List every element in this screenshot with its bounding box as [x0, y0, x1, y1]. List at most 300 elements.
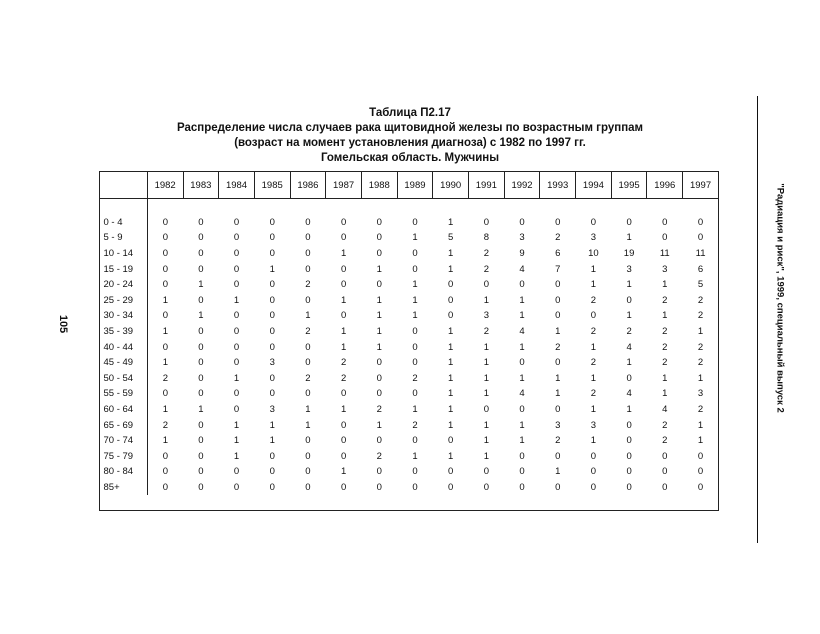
case-count-cell: 0 [198, 466, 204, 478]
case-count-cell: 8 [483, 232, 489, 244]
case-count-cell: 1 [448, 248, 454, 260]
table-row [100, 480, 719, 496]
case-count-cell: 2 [662, 419, 668, 431]
case-count-cell: 1 [233, 294, 240, 306]
case-count-cell: 1 [340, 326, 347, 338]
case-count-cell: 0 [626, 466, 632, 478]
case-count-cell: 0 [233, 232, 240, 244]
case-count-cell: 0 [162, 279, 169, 291]
case-count-cell: 0 [519, 279, 525, 291]
case-count-cell: 0 [269, 294, 275, 306]
case-count-cell: 3 [269, 404, 275, 416]
case-count-cell: 2 [590, 357, 597, 369]
year-header: 1996 [647, 172, 683, 199]
year-header: 1989 [397, 172, 433, 199]
case-count-cell: 0 [555, 450, 561, 462]
case-count-cell: 0 [697, 450, 704, 462]
case-count-cell: 1 [662, 372, 668, 384]
case-count-cell: 1 [340, 404, 347, 416]
case-count-cell: 0 [519, 357, 525, 369]
case-count-cell: 0 [626, 481, 632, 493]
case-count-cell: 0 [340, 263, 347, 275]
case-count-cell: 1 [519, 310, 525, 322]
case-count-cell: 0 [340, 450, 347, 462]
case-count-cell: 2 [662, 326, 668, 338]
case-count-cell: 1 [198, 279, 204, 291]
case-count-cell: 1 [519, 435, 525, 447]
age-group-label: 85+ [100, 480, 148, 496]
case-count-cell: 1 [233, 435, 240, 447]
case-count-cell: 3 [590, 232, 597, 244]
table-row [100, 371, 719, 387]
case-count-cell: 0 [305, 357, 311, 369]
case-count-cell: 0 [233, 481, 240, 493]
case-count-cell: 0 [340, 279, 347, 291]
case-count-cell: 0 [162, 216, 169, 228]
case-count-cell: 3 [697, 388, 704, 400]
case-count-cell: 0 [198, 232, 204, 244]
case-count-cell: 0 [626, 216, 632, 228]
case-count-cell: 2 [697, 294, 704, 306]
case-count-cell: 1 [412, 450, 418, 462]
case-count-cell: 0 [697, 232, 704, 244]
case-count-cell: 2 [662, 435, 668, 447]
case-count-cell: 0 [555, 310, 561, 322]
age-group-label: 5 - 9 [100, 230, 148, 246]
side-caption: "Радиация и риск", 1999, специальный выпуск 2 [774, 183, 786, 413]
table-title [100, 106, 720, 166]
spacer-row [100, 199, 719, 215]
case-count-cell: 0 [448, 481, 454, 493]
case-count-cell: 0 [198, 326, 204, 338]
case-count-cell: 4 [519, 326, 525, 338]
case-count-cell: 0 [376, 388, 382, 400]
case-count-cell: 2 [662, 341, 668, 353]
case-count-cell: 11 [695, 248, 706, 260]
case-count-cell: 0 [269, 388, 275, 400]
age-group-label: 75 - 79 [100, 449, 148, 465]
case-count-cell: 0 [198, 263, 204, 275]
header-corner [100, 172, 148, 199]
case-count-cell: 1 [483, 341, 489, 353]
case-count-cell: 9 [519, 248, 525, 260]
year-header: 1985 [254, 172, 290, 199]
table-row [100, 230, 719, 246]
year-header: 1986 [290, 172, 326, 199]
age-group-label: 55 - 59 [100, 386, 148, 402]
case-count-cell: 1 [626, 232, 632, 244]
case-count-cell: 0 [269, 310, 275, 322]
case-count-cell: 1 [483, 450, 489, 462]
case-count-cell: 0 [448, 294, 454, 306]
case-count-cell: 0 [198, 419, 204, 431]
case-count-cell: 1 [305, 404, 311, 416]
case-count-cell: 1 [662, 279, 668, 291]
case-count-cell: 2 [555, 341, 561, 353]
case-count-cell: 0 [233, 263, 240, 275]
case-count-cell: 0 [198, 481, 204, 493]
title-line-2: Распределение числа случаев рака щитовидной железы по возрастным группам [176, 122, 644, 134]
case-count-cell: 0 [233, 326, 240, 338]
cancer-cases-table [99, 171, 719, 495]
age-group-label: 25 - 29 [100, 293, 148, 309]
case-count-cell: 0 [305, 388, 311, 400]
case-count-cell: 2 [305, 372, 311, 384]
case-count-cell: 2 [483, 263, 489, 275]
case-count-cell: 1 [697, 326, 704, 338]
case-count-cell: 1 [626, 310, 632, 322]
case-count-cell: 0 [162, 232, 169, 244]
case-count-cell: 0 [233, 310, 240, 322]
case-count-cell: 1 [412, 294, 418, 306]
case-count-cell: 0 [198, 450, 204, 462]
age-group-label: 20 - 24 [100, 277, 148, 293]
case-count-cell: 0 [162, 248, 169, 260]
year-header: 1990 [433, 172, 469, 199]
case-count-cell: 1 [412, 279, 418, 291]
case-count-cell: 2 [483, 326, 489, 338]
case-count-cell: 0 [412, 326, 418, 338]
case-count-cell: 0 [483, 404, 489, 416]
case-count-cell: 0 [626, 294, 632, 306]
case-count-cell: 0 [269, 450, 275, 462]
year-header: 1994 [576, 172, 612, 199]
case-count-cell: 0 [233, 279, 240, 291]
case-count-cell: 1 [448, 341, 454, 353]
age-group-label: 15 - 19 [100, 261, 148, 277]
case-count-cell: 3 [269, 357, 275, 369]
case-count-cell: 0 [376, 466, 382, 478]
case-count-cell: 0 [198, 357, 204, 369]
case-count-cell: 1 [448, 419, 454, 431]
case-count-cell: 1 [305, 310, 311, 322]
case-count-cell: 0 [519, 481, 525, 493]
case-count-cell: 3 [590, 419, 597, 431]
case-count-cell: 1 [162, 326, 169, 338]
case-count-cell: 2 [376, 450, 382, 462]
case-count-cell: 0 [697, 216, 704, 228]
year-header: 1987 [326, 172, 362, 199]
table-row [100, 261, 719, 277]
case-count-cell: 1 [162, 435, 169, 447]
case-count-cell: 2 [590, 294, 597, 306]
case-count-cell: 0 [233, 341, 240, 353]
case-count-cell: 1 [626, 279, 632, 291]
case-count-cell: 5 [448, 232, 454, 244]
header-row [100, 172, 719, 199]
case-count-cell: 1 [697, 435, 704, 447]
case-count-cell: 1 [626, 357, 632, 369]
table-row [100, 433, 719, 449]
case-count-cell: 0 [305, 466, 311, 478]
age-group-label: 30 - 34 [100, 308, 148, 324]
age-group-label: 50 - 54 [100, 371, 148, 387]
case-count-cell: 1 [340, 341, 347, 353]
table-row [100, 339, 719, 355]
case-count-cell: 0 [198, 388, 204, 400]
case-count-cell: 0 [198, 294, 204, 306]
case-count-cell: 0 [590, 310, 597, 322]
case-count-cell: 1 [555, 372, 561, 384]
case-count-cell: 1 [376, 326, 382, 338]
case-count-cell: 0 [555, 216, 561, 228]
case-count-cell: 1 [376, 294, 382, 306]
case-count-cell: 0 [376, 232, 382, 244]
case-count-cell: 2 [305, 279, 311, 291]
case-count-cell: 2 [412, 419, 418, 431]
case-count-cell: 3 [519, 232, 525, 244]
case-count-cell: 1 [269, 435, 275, 447]
case-count-cell: 10 [588, 248, 599, 260]
case-count-cell: 0 [555, 279, 561, 291]
case-count-cell: 2 [626, 326, 632, 338]
case-count-cell: 0 [340, 435, 347, 447]
case-count-cell: 0 [269, 216, 275, 228]
case-count-cell: 0 [198, 216, 204, 228]
page-number: 105 [57, 314, 70, 334]
case-count-cell: 11 [659, 248, 670, 260]
case-count-cell: 0 [162, 481, 169, 493]
case-count-cell: 1 [305, 419, 311, 431]
year-header: 1991 [469, 172, 505, 199]
case-count-cell: 4 [626, 341, 632, 353]
case-count-cell: 1 [162, 294, 169, 306]
case-count-cell: 0 [590, 481, 597, 493]
case-count-cell: 2 [662, 294, 668, 306]
case-count-cell: 2 [590, 326, 597, 338]
table-row [100, 417, 719, 433]
case-count-cell: 1 [697, 419, 704, 431]
case-count-cell: 0 [269, 232, 275, 244]
table-row [100, 293, 719, 309]
case-count-cell: 19 [623, 248, 635, 260]
case-count-cell: 1 [340, 466, 347, 478]
table-row [100, 308, 719, 324]
table-row [100, 464, 719, 480]
case-count-cell: 0 [519, 466, 525, 478]
age-group-label: 60 - 64 [100, 402, 148, 418]
case-count-cell: 1 [376, 341, 382, 353]
case-count-cell: 1 [555, 326, 561, 338]
case-count-cell: 0 [448, 279, 454, 291]
case-count-cell: 1 [555, 466, 561, 478]
case-count-cell: 5 [697, 279, 704, 291]
case-count-cell: 0 [483, 279, 489, 291]
case-count-cell: 0 [269, 326, 275, 338]
case-count-cell: 0 [269, 279, 275, 291]
case-count-cell: 0 [662, 481, 668, 493]
case-count-cell: 0 [376, 248, 382, 260]
case-count-cell: 4 [626, 388, 632, 400]
case-count-cell: 0 [198, 248, 204, 260]
case-count-cell: 0 [376, 372, 382, 384]
case-count-cell: 1 [483, 357, 489, 369]
case-count-cell: 0 [412, 357, 418, 369]
case-count-cell: 1 [483, 294, 489, 306]
case-count-cell: 0 [412, 248, 418, 260]
table-body [100, 199, 719, 496]
title-line-4: Гомельская область. Мужчины [320, 152, 500, 164]
case-count-cell: 0 [305, 481, 311, 493]
case-count-cell: 0 [233, 216, 240, 228]
case-count-cell: 0 [305, 450, 311, 462]
case-count-cell: 0 [340, 216, 347, 228]
case-count-cell: 0 [269, 372, 275, 384]
case-count-cell: 0 [626, 372, 632, 384]
case-count-cell: 0 [412, 481, 418, 493]
case-count-cell: 0 [233, 404, 240, 416]
case-count-cell: 2 [305, 326, 311, 338]
case-count-cell: 0 [519, 404, 525, 416]
age-group-label: 65 - 69 [100, 417, 148, 433]
case-count-cell: 0 [412, 466, 418, 478]
case-count-cell: 0 [483, 466, 489, 478]
age-group-label: 35 - 39 [100, 324, 148, 340]
case-count-cell: 0 [162, 341, 169, 353]
case-count-cell: 0 [412, 435, 418, 447]
case-count-cell: 0 [305, 294, 311, 306]
table-row [100, 277, 719, 293]
case-count-cell: 2 [340, 372, 347, 384]
case-count-cell: 1 [233, 372, 240, 384]
case-count-cell: 0 [555, 357, 561, 369]
case-count-cell: 0 [590, 216, 597, 228]
case-count-cell: 0 [697, 481, 704, 493]
case-count-cell: 0 [340, 232, 347, 244]
year-header: 1995 [611, 172, 647, 199]
case-count-cell: 0 [376, 435, 382, 447]
case-count-cell: 0 [662, 216, 668, 228]
title-line-3: (возраст на момент установления диагноза) с 1982 по 1997 гг. [234, 137, 586, 149]
case-count-cell: 0 [555, 294, 561, 306]
case-count-cell: 0 [340, 419, 347, 431]
case-count-cell: 1 [626, 404, 632, 416]
age-group-label: 80 - 84 [100, 464, 148, 480]
case-count-cell: 0 [590, 466, 597, 478]
age-group-label: 10 - 14 [100, 246, 148, 262]
case-count-cell: 0 [340, 310, 347, 322]
case-count-cell: 0 [305, 248, 311, 260]
case-count-cell: 0 [448, 466, 454, 478]
case-count-cell: 0 [555, 481, 561, 493]
case-count-cell: 1 [448, 326, 454, 338]
case-count-cell: 1 [590, 341, 597, 353]
case-count-cell: 1 [519, 341, 525, 353]
case-count-cell: 1 [448, 388, 454, 400]
case-count-cell: 0 [162, 388, 169, 400]
case-count-cell: 0 [198, 341, 204, 353]
case-count-cell: 1 [448, 450, 454, 462]
case-count-cell: 4 [662, 404, 668, 416]
case-count-cell: 1 [519, 372, 525, 384]
table-row [100, 386, 719, 402]
case-count-cell: 1 [269, 419, 275, 431]
spacer-filler [147, 199, 718, 215]
case-count-cell: 0 [412, 341, 418, 353]
case-count-cell: 2 [697, 357, 704, 369]
case-count-cell: 1 [483, 419, 489, 431]
case-count-cell: 0 [269, 466, 275, 478]
table-row [100, 449, 719, 465]
case-count-cell: 1 [448, 357, 454, 369]
case-count-cell: 1 [555, 388, 561, 400]
year-header: 1982 [147, 172, 183, 199]
case-count-cell: 4 [519, 388, 525, 400]
case-count-cell: 2 [590, 388, 597, 400]
case-count-cell: 1 [662, 310, 668, 322]
age-group-label: 0 - 4 [100, 215, 148, 231]
case-count-cell: 0 [269, 481, 275, 493]
case-count-cell: 0 [198, 372, 204, 384]
case-count-cell: 0 [269, 248, 275, 260]
case-count-cell: 0 [626, 419, 632, 431]
year-header: 1984 [219, 172, 255, 199]
age-group-label: 70 - 74 [100, 433, 148, 449]
case-count-cell: 2 [483, 248, 489, 260]
case-count-cell: 2 [162, 372, 169, 384]
case-count-cell: 2 [376, 404, 382, 416]
case-count-cell: 1 [269, 263, 275, 275]
table-row [100, 215, 719, 231]
case-count-cell: 1 [448, 404, 454, 416]
case-count-cell: 0 [162, 450, 169, 462]
case-count-cell: 0 [340, 388, 347, 400]
case-count-cell: 2 [555, 232, 561, 244]
case-count-cell: 0 [376, 216, 382, 228]
case-count-cell: 2 [412, 372, 418, 384]
case-count-cell: 0 [198, 435, 204, 447]
year-header: 1988 [361, 172, 397, 199]
case-count-cell: 2 [697, 404, 704, 416]
case-count-cell: 1 [590, 263, 597, 275]
age-group-label: 45 - 49 [100, 355, 148, 371]
case-count-cell: 1 [162, 357, 169, 369]
case-count-cell: 1 [376, 263, 382, 275]
case-count-cell: 2 [555, 435, 561, 447]
case-count-cell: 0 [483, 216, 489, 228]
case-count-cell: 3 [555, 419, 561, 431]
case-count-cell: 1 [233, 450, 240, 462]
case-count-cell: 1 [483, 372, 489, 384]
case-count-cell: 0 [448, 310, 454, 322]
case-count-cell: 0 [662, 466, 668, 478]
case-count-cell: 0 [340, 481, 347, 493]
case-count-cell: 0 [233, 357, 240, 369]
case-count-cell: 0 [412, 216, 418, 228]
case-count-cell: 1 [590, 279, 597, 291]
year-header: 1997 [683, 172, 719, 199]
case-count-cell: 0 [162, 263, 169, 275]
case-count-cell: 1 [376, 310, 382, 322]
case-count-cell: 3 [662, 263, 668, 275]
case-count-cell: 0 [376, 279, 382, 291]
case-count-cell: 1 [662, 388, 668, 400]
case-count-cell: 1 [519, 419, 525, 431]
case-count-cell: 1 [198, 404, 204, 416]
case-count-cell: 1 [162, 404, 169, 416]
table-row [100, 355, 719, 371]
case-count-cell: 1 [697, 372, 704, 384]
title-line-1: Таблица П2.17 [369, 107, 451, 119]
case-count-cell: 0 [626, 435, 632, 447]
case-count-cell: 1 [519, 294, 525, 306]
year-header: 1992 [504, 172, 540, 199]
case-count-cell: 6 [555, 248, 561, 260]
case-count-cell: 0 [233, 248, 240, 260]
case-count-cell: 0 [376, 357, 382, 369]
table-row [100, 402, 719, 418]
case-count-cell: 1 [590, 404, 597, 416]
